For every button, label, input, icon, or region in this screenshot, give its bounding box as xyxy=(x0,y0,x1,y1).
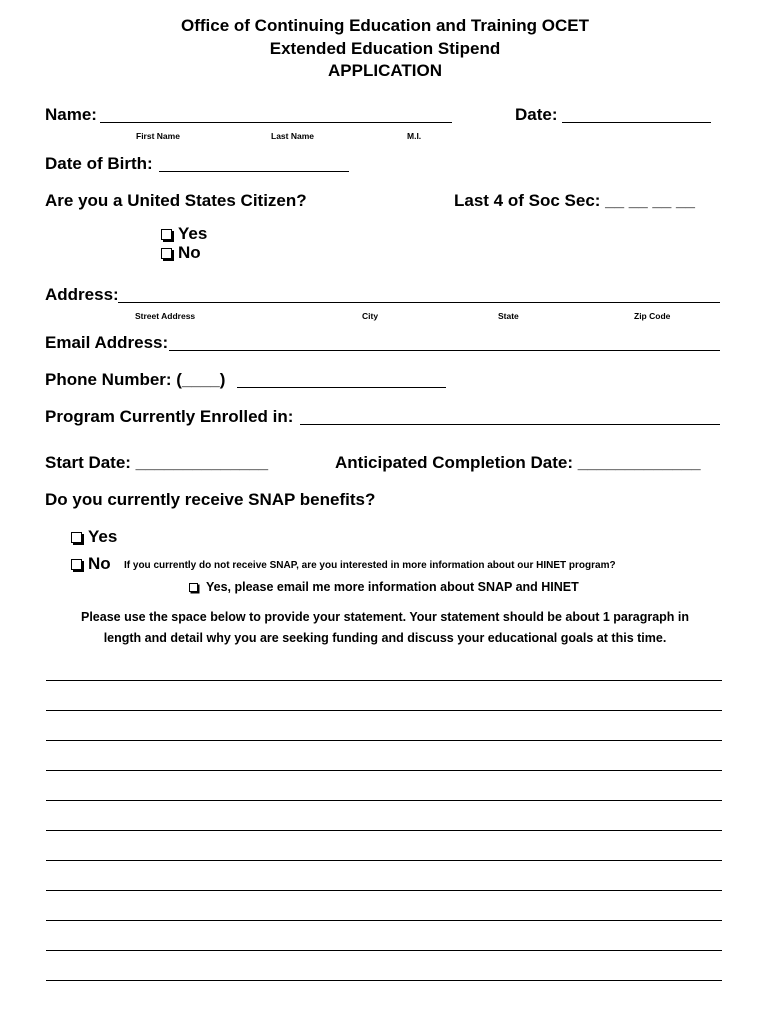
citizen-yes-option[interactable] xyxy=(161,224,207,244)
program-field[interactable] xyxy=(300,424,720,425)
street-hint: Street Address xyxy=(135,311,196,321)
checkbox-icon[interactable] xyxy=(71,532,82,543)
completion-date-field[interactable]: Anticipated Completion Date: _____________ xyxy=(335,453,701,472)
statement-instructions-line2: length and detail why you are seeking funding and discuss your educational goals at this time. xyxy=(103,631,667,645)
statement-line[interactable] xyxy=(46,920,722,921)
name-field[interactable] xyxy=(100,122,452,123)
snap-question: Do you currently receive SNAP benefits? xyxy=(45,490,376,509)
phone-label: Phone Number: (____) xyxy=(45,370,226,389)
snap-yes-label: Yes xyxy=(88,527,118,546)
snap-yes-option[interactable] xyxy=(71,527,117,547)
mi-hint: M.I. xyxy=(407,131,422,141)
checkbox-icon[interactable] xyxy=(189,583,198,592)
dob-label: Date of Birth: xyxy=(45,154,153,173)
address-label: Address: xyxy=(45,285,119,304)
statement-line[interactable] xyxy=(46,770,722,771)
form-title-line3: APPLICATION xyxy=(328,61,442,80)
city-hint: City xyxy=(362,311,379,321)
form-title-line2: Extended Education Stipend xyxy=(269,39,501,58)
statement-line[interactable] xyxy=(46,860,722,861)
email-label: Email Address: xyxy=(45,333,169,352)
start-date-field[interactable]: Start Date: ______________ xyxy=(45,453,269,472)
snap-no-label: No xyxy=(88,554,111,573)
hinet-question: If you currently do not receive SNAP, are you interested in more information about our HINET program? xyxy=(124,560,616,571)
checkbox-icon[interactable] xyxy=(161,229,172,240)
hinet-option-label: Yes, please email me more information about SNAP and HINET xyxy=(206,580,579,594)
name-label: Name: xyxy=(45,105,97,124)
program-label: Program Currently Enrolled in: xyxy=(45,407,294,426)
statement-instructions-line1: Please use the space below to provide your statement. Your statement should be about 1 paragraph in xyxy=(80,610,689,624)
first-name-hint: First Name xyxy=(136,131,180,141)
dob-field[interactable] xyxy=(159,171,349,172)
citizen-question: Are you a United States Citizen? xyxy=(45,191,307,210)
email-field[interactable] xyxy=(169,350,720,351)
statement-line[interactable] xyxy=(46,830,722,831)
statement-line[interactable] xyxy=(46,680,722,681)
state-hint: State xyxy=(498,311,519,321)
statement-line[interactable] xyxy=(46,950,722,951)
zip-hint: Zip Code xyxy=(634,311,671,321)
address-field[interactable] xyxy=(118,302,720,303)
last-name-hint: Last Name xyxy=(271,131,314,141)
snap-no-option[interactable] xyxy=(71,554,111,574)
citizen-yes-label: Yes xyxy=(178,224,208,243)
citizen-no-label: No xyxy=(178,243,201,262)
checkbox-icon[interactable] xyxy=(161,248,172,259)
statement-line[interactable] xyxy=(46,710,722,711)
date-field[interactable] xyxy=(562,122,711,123)
statement-line[interactable] xyxy=(46,890,722,891)
statement-line[interactable] xyxy=(46,800,722,801)
statement-line[interactable] xyxy=(46,740,722,741)
ssn-field[interactable]: Last 4 of Soc Sec: __ __ __ __ xyxy=(454,191,695,210)
statement-line[interactable] xyxy=(46,980,722,981)
hinet-option[interactable] xyxy=(189,580,579,594)
citizen-no-option[interactable] xyxy=(161,243,201,263)
form-title-line1: Office of Continuing Education and Training OCET xyxy=(181,16,589,35)
phone-field[interactable] xyxy=(237,387,446,388)
date-label: Date: xyxy=(515,105,558,124)
checkbox-icon[interactable] xyxy=(71,559,82,570)
